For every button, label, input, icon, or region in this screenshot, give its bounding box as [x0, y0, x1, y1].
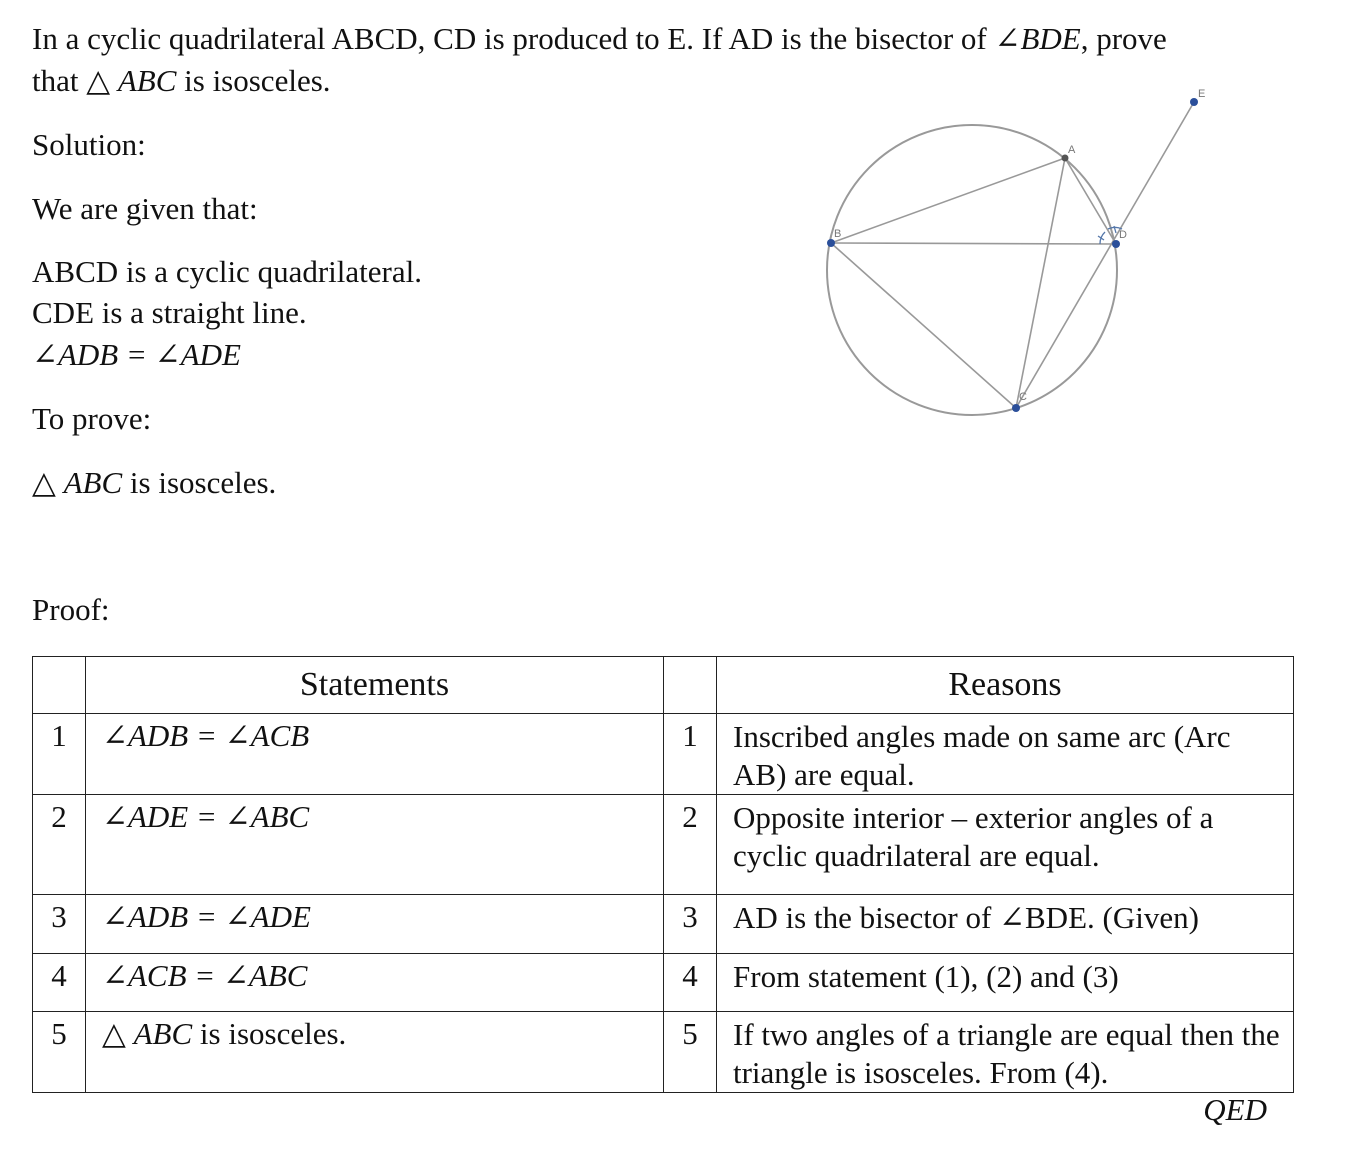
circumcircle [827, 125, 1117, 415]
to-prove-suffix: is isosceles. [122, 465, 277, 500]
row-number: 3 [664, 895, 717, 954]
point-d [1112, 240, 1120, 248]
reason-cell: Inscribed angles made on same arc (Arc AB) are equal. [717, 714, 1294, 795]
problem-angle: ∠BDE [994, 21, 1081, 56]
statement-cell [86, 1012, 664, 1093]
row-number: 1 [33, 714, 86, 795]
point-e [1190, 98, 1198, 106]
row-number: 1 [664, 714, 717, 795]
label-a: A [1068, 144, 1076, 156]
row-number: 2 [33, 795, 86, 895]
segment-ce [1016, 102, 1194, 408]
header-num-cell [664, 657, 717, 714]
reason-cell: AD is the bisector of ∠BDE. (Given) [717, 895, 1294, 954]
segment-ac [1016, 158, 1065, 408]
to-prove-statement [32, 462, 276, 503]
statements-header: Statements [86, 657, 664, 714]
triangle-name: ABC [63, 465, 123, 500]
given-item-2: CDE is a straight line. [32, 295, 307, 330]
row-number: 5 [33, 1012, 86, 1093]
table-row [33, 714, 1294, 795]
problem-text-end: is isosceles. [176, 63, 331, 98]
problem-text: that △ [32, 63, 118, 98]
statement-cell: ∠ACB = ∠ABC [86, 954, 664, 1012]
statement-cell: ∠ADB = ∠ACB [86, 714, 664, 795]
problem-line-1 [32, 18, 1167, 59]
cyclic-quadrilateral-figure [800, 80, 1220, 430]
table-row [33, 954, 1294, 1012]
segment-bc [831, 243, 1016, 408]
row-number: 3 [33, 895, 86, 954]
given-label: We are given that: [32, 191, 258, 226]
proof-label: Proof: [32, 592, 110, 627]
row-number: 4 [664, 954, 717, 1012]
problem-text-end: , prove [1080, 21, 1167, 56]
statement-cell: ∠ADE = ∠ABC [86, 795, 664, 895]
row-number: 5 [664, 1012, 717, 1093]
qed-mark: QED [1203, 1092, 1267, 1127]
problem-line-2 [32, 60, 331, 101]
label-b: B [834, 228, 842, 240]
reason-cell: Opposite interior – exterior angles of a cyclic quadrilateral are equal. [717, 795, 1294, 895]
reason-cell: If two angles of a triangle are equal then the triangle is isosceles. From (4). [717, 1012, 1294, 1093]
segment-bd [831, 243, 1116, 244]
row-number: 4 [33, 954, 86, 1012]
to-prove-label: To prove: [32, 401, 152, 436]
triangle-name: ABC [133, 1016, 193, 1051]
solution-label: Solution: [32, 127, 146, 162]
label-d: D [1119, 229, 1127, 241]
given-item-3: ∠ADB = ∠ADE [32, 337, 241, 372]
row-number: 2 [664, 795, 717, 895]
reasons-header: Reasons [717, 657, 1294, 714]
statement-suffix: is isosceles. [192, 1016, 347, 1051]
label-e: E [1198, 88, 1206, 100]
point-c [1012, 404, 1020, 412]
reason-cell: From statement (1), (2) and (3) [717, 954, 1294, 1012]
table-header-row [33, 657, 1294, 714]
triangle-symbol: △ [102, 1016, 134, 1051]
table-row [33, 895, 1294, 954]
point-b [827, 239, 835, 247]
label-c: C [1019, 391, 1027, 403]
segment-ad [1065, 158, 1116, 244]
proof-table [32, 656, 1294, 1093]
triangle-symbol: △ [32, 465, 64, 500]
statement-cell: ∠ADB = ∠ADE [86, 895, 664, 954]
table-row [33, 795, 1294, 895]
table-row [33, 1012, 1294, 1093]
problem-text: In a cyclic quadrilateral ABCD, CD is produced to E. If AD is the bisector of [32, 21, 995, 56]
header-num-cell [33, 657, 86, 714]
given-item-1: ABCD is a cyclic quadrilateral. [32, 254, 422, 289]
problem-triangle: ABC [117, 63, 177, 98]
